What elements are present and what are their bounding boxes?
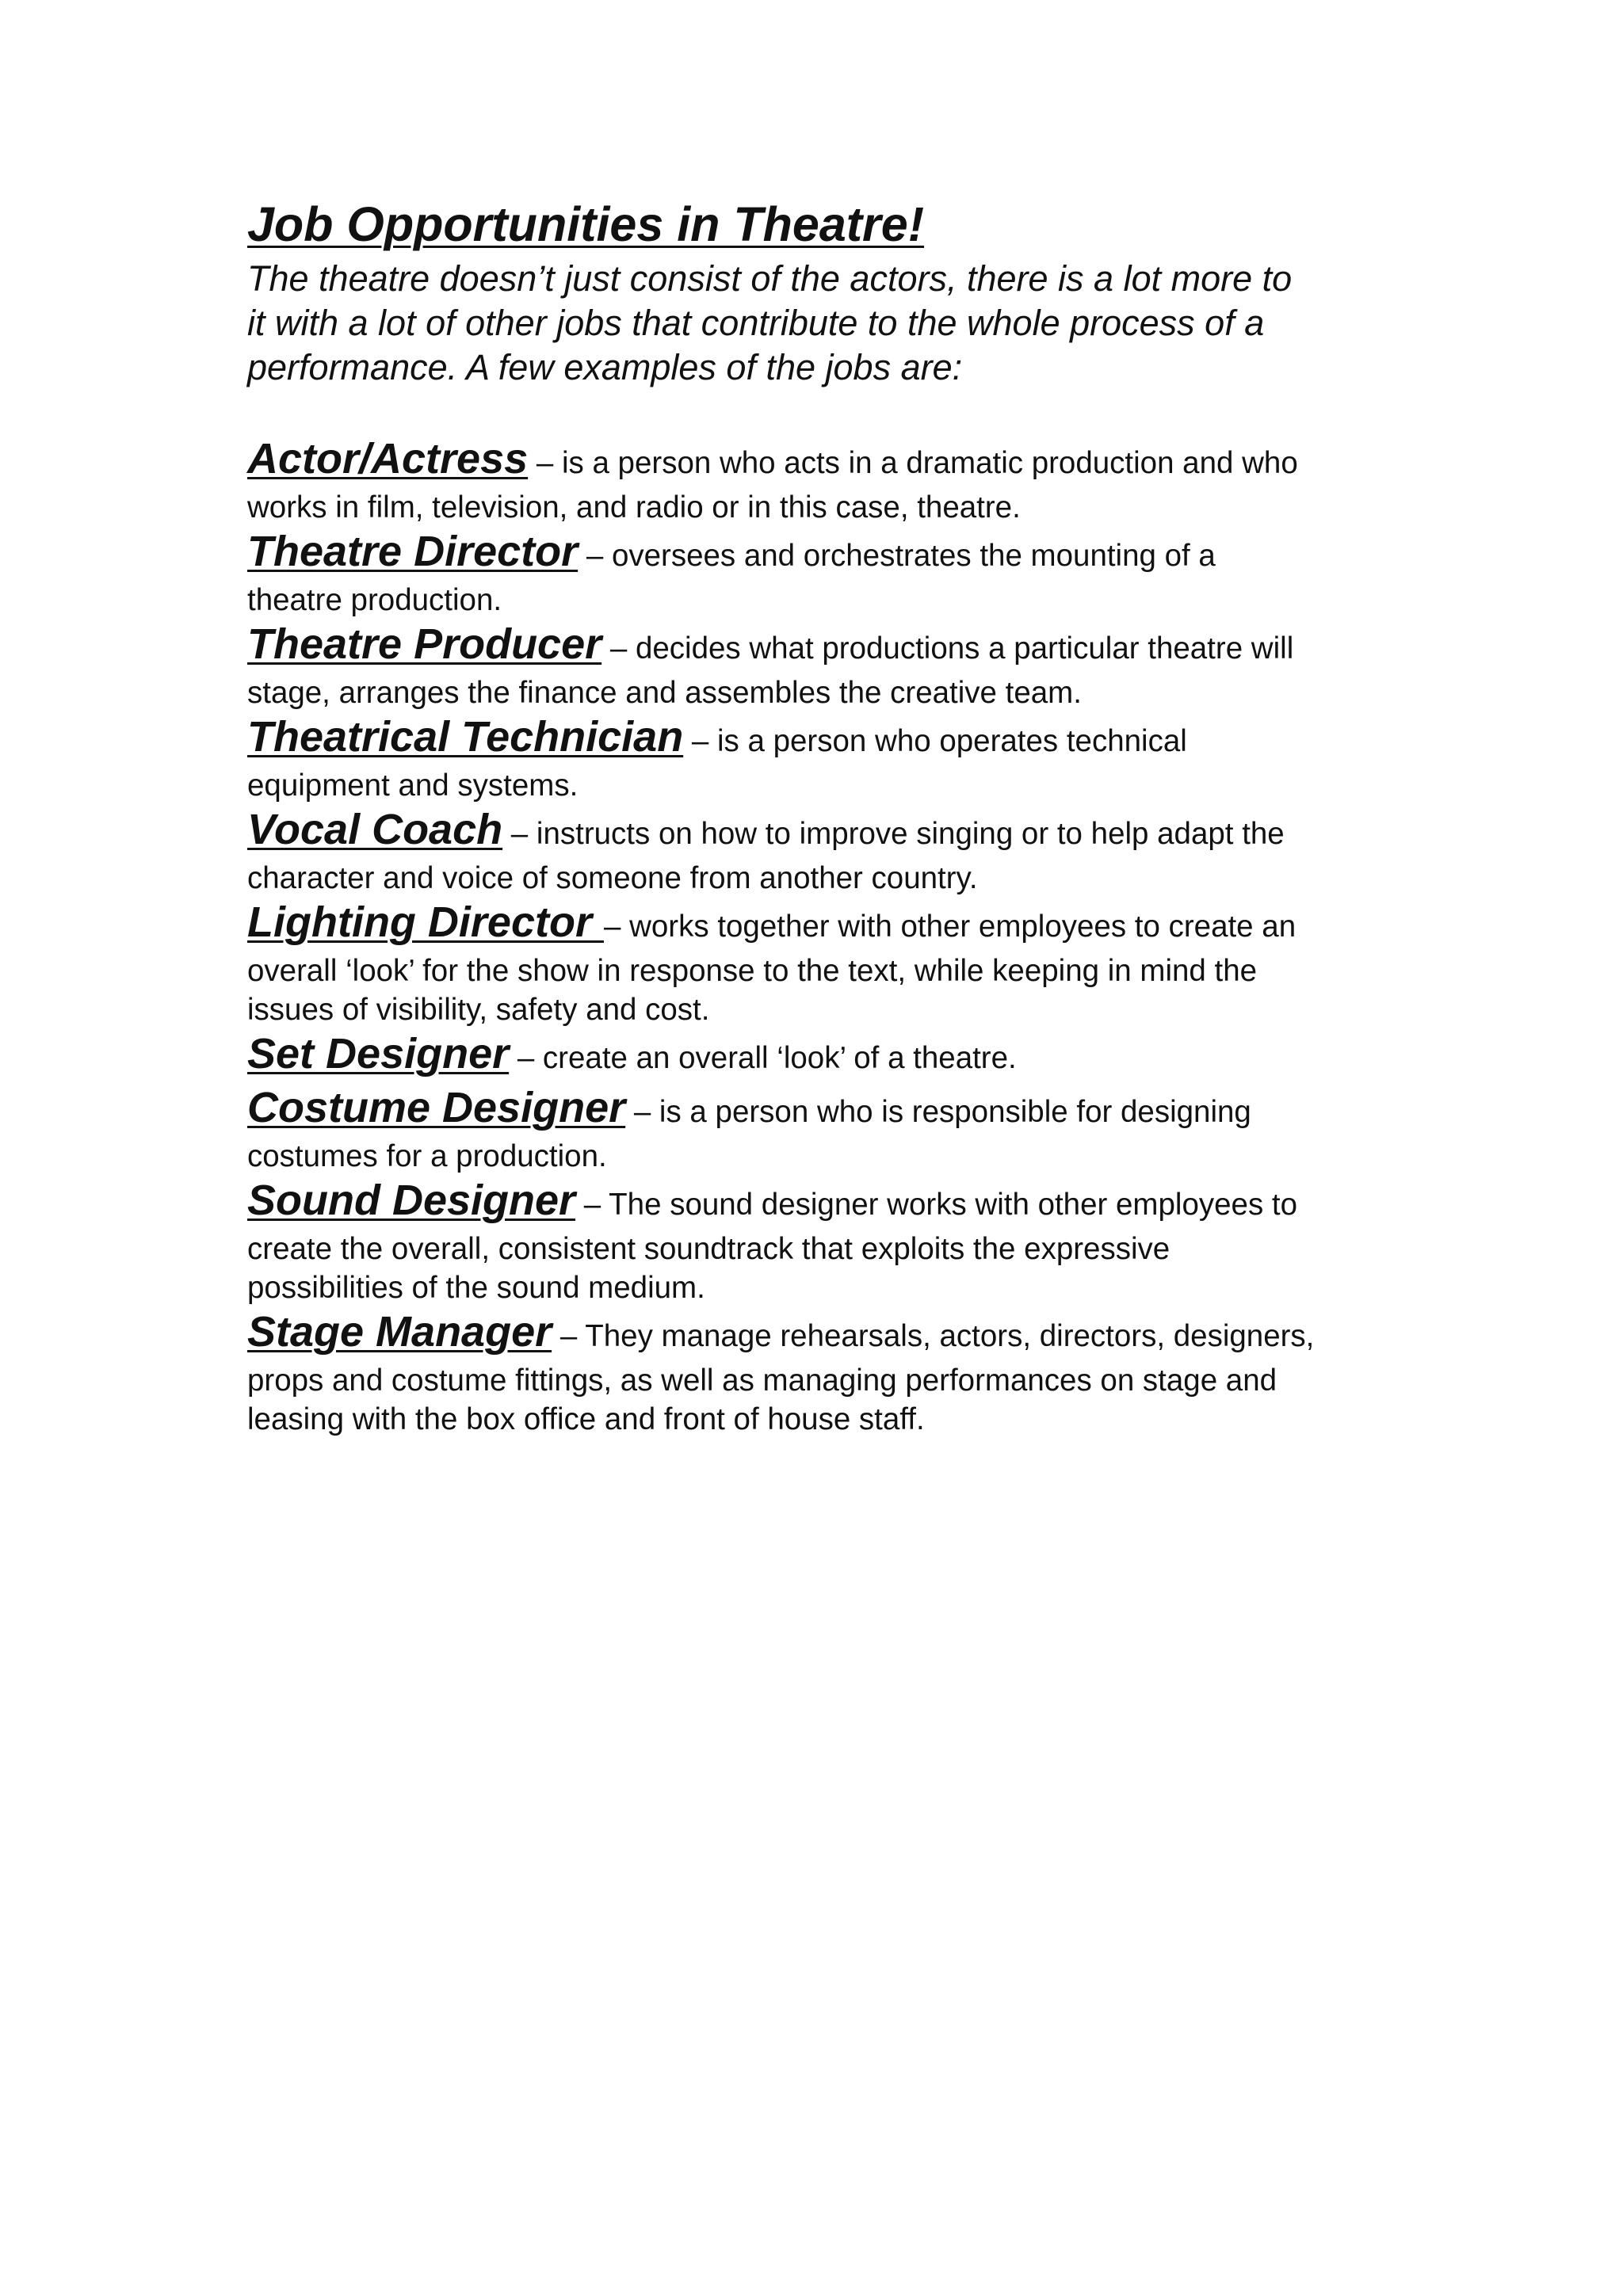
- intro-line: The theatre doesn’t just consist of the actors, there is a lot more to: [247, 258, 1293, 299]
- job-description: – oversees and orchestrates the mounting of a: [578, 539, 1216, 573]
- job-first-line: [247, 1083, 1404, 1137]
- job-first-line: [247, 527, 1404, 581]
- job-description-line: character and voice of someone from another country.: [247, 861, 978, 895]
- job-description-line: props and costume fittings, as well as managing performances on stage and: [247, 1363, 1277, 1398]
- job-first-line: [247, 1307, 1404, 1361]
- job-title: Lighting Director: [247, 898, 604, 946]
- intro-paragraph: [247, 257, 1404, 390]
- job-entry: [247, 712, 1404, 805]
- job-description-line: stage, arranges the finance and assembles the creative team.: [247, 676, 1082, 710]
- job-description: – decides what productions a particular theatre will: [601, 631, 1294, 666]
- intro-line: performance. A few examples of the jobs are:: [247, 347, 963, 387]
- job-title: Theatrical Technician: [247, 713, 684, 761]
- job-description-line: issues of visibility, safety and cost.: [247, 993, 710, 1027]
- job-description-line: costumes for a production.: [247, 1139, 607, 1173]
- intro-line: it with a lot of other jobs that contribute to the whole process of a: [247, 303, 1265, 343]
- job-title: Set Designer: [247, 1030, 510, 1077]
- job-title: Theatre Director: [247, 528, 579, 575]
- job-first-line: [247, 1029, 1404, 1083]
- job-description: – is a person who acts in a dramatic production and who: [528, 446, 1298, 480]
- job-title: Costume Designer: [247, 1084, 626, 1131]
- job-title: Vocal Coach: [247, 806, 503, 853]
- job-description: – is a person who operates technical: [683, 724, 1187, 758]
- job-title: Theatre Producer: [247, 620, 602, 668]
- job-description-line: leasing with the box office and front of house staff.: [247, 1402, 925, 1436]
- job-description-line: equipment and systems.: [247, 769, 579, 803]
- job-entry: [247, 805, 1404, 898]
- job-description: – is a person who is responsible for designing: [625, 1095, 1251, 1129]
- job-first-line: [247, 898, 1404, 952]
- job-first-line: [247, 620, 1404, 673]
- job-entry: [247, 898, 1404, 1029]
- job-entry: [247, 1029, 1404, 1083]
- page-title: Job Opportunities in Theatre!: [247, 197, 925, 251]
- job-title: Sound Designer: [247, 1177, 576, 1224]
- job-first-line: [247, 434, 1404, 488]
- job-description: – create an overall ‘look’ of a theatre.: [509, 1041, 1017, 1075]
- job-entry: [247, 527, 1404, 620]
- job-description-line: works in film, television, and radio or in this case, theatre.: [247, 490, 1021, 524]
- job-description: – They manage rehearsals, actors, directors, designers,: [552, 1319, 1315, 1353]
- job-description-line: create the overall, consistent soundtrack that exploits the expressive: [247, 1232, 1170, 1266]
- job-entry: [247, 1307, 1404, 1439]
- job-entry: [247, 1083, 1404, 1176]
- job-description: – The sound designer works with other employees to: [575, 1188, 1298, 1222]
- job-description: – works together with other employees to create an: [603, 910, 1296, 944]
- job-entry: [247, 1176, 1404, 1307]
- job-entry: [247, 434, 1404, 527]
- job-title: Stage Manager: [247, 1308, 552, 1356]
- job-first-line: [247, 1176, 1404, 1230]
- job-description-line: possibilities of the sound medium.: [247, 1271, 705, 1305]
- job-first-line: [247, 805, 1404, 859]
- job-entry: [247, 620, 1404, 712]
- job-first-line: [247, 712, 1404, 766]
- document-page: [247, 196, 1404, 1439]
- job-description-line: overall ‘look’ for the show in response to the text, while keeping in mind the: [247, 954, 1258, 988]
- job-title: Actor/Actress: [247, 435, 529, 482]
- job-description: – instructs on how to improve singing or to help adapt the: [502, 817, 1285, 851]
- job-list: [247, 434, 1404, 1439]
- job-description-line: theatre production.: [247, 583, 502, 617]
